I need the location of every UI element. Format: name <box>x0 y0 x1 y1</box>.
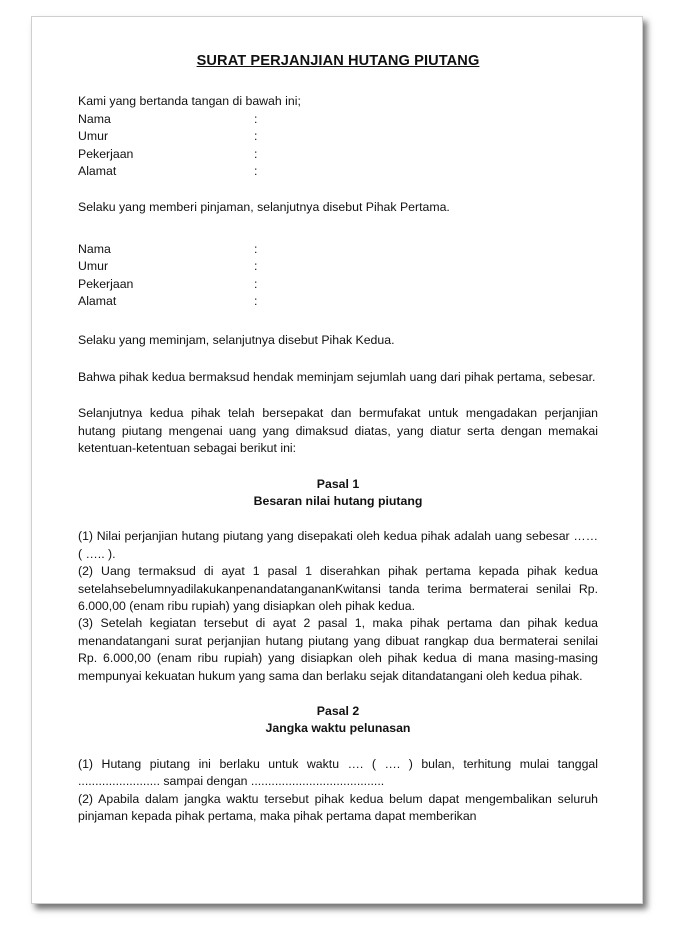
field-label: Alamat <box>78 164 117 179</box>
intent-paragraph: Bahwa pihak kedua bermaksud hendak meminjam sejumlah uang dari pihak pertama, sebesar. <box>78 369 596 384</box>
field-label: Nama <box>78 241 111 256</box>
field-label: Alamat <box>78 294 117 309</box>
field-sep: : <box>254 111 258 126</box>
pasal2-subheading: Jangka waktu pelunasan <box>265 721 411 736</box>
party2-field-umur <box>78 258 598 275</box>
intro-text: Kami yang bertanda tangan di bawah ini; <box>78 94 301 109</box>
party2-field-nama <box>78 241 598 258</box>
field-label: Umur <box>78 259 109 274</box>
pasal2-item-2: (2) Apabila dalam jangka waktu tersebut pihak kedua belum dapat mengembalikan seluruh pinjaman kepada pihak pertama, maka pihak pertama dapat memberikan <box>78 791 598 823</box>
pasal1-heading: Pasal 1 <box>316 476 360 491</box>
field-label: Umur <box>78 129 109 144</box>
field-label: Pekerjaan <box>78 276 134 291</box>
pasal1-item-1: (1) Nilai perjanjian hutang piutang yang disepakati oleh kedua pihak adalah uang sebesar …… ( ….. ). <box>78 529 598 561</box>
party1-field-pekerjaan <box>78 146 598 163</box>
field-sep: : <box>254 164 258 179</box>
pasal1-item-2: (2) Uang termaksud di ayat 1 pasal 1 diserahkan pihak pertama kepada pihak kedua setelahsebelumnyadilakukanpenandatangananKwitansi tanda terima bermaterai senilai Rp. 6.000,00 (enam ribu rupiah) yang disiapkan oleh pihak kedua. <box>78 564 598 613</box>
agreement-paragraph: Selanjutnya kedua pihak telah bersepakat dan bermufakat untuk mengadakan perjanjian hutang piutang mengenai uang yang dimaksud diatas, yang diatur serta dengan memakai ketentuan-ketentuan sebagai berikut ini: <box>78 406 598 456</box>
party1-role: Selaku yang memberi pinjaman, selanjutnya disebut Pihak Pertama. <box>78 200 450 215</box>
field-label: Pekerjaan <box>78 146 134 161</box>
document-title: SURAT PERJANJIAN HUTANG PIUTANG <box>196 53 480 69</box>
field-sep: : <box>254 276 258 291</box>
document-page <box>31 16 643 904</box>
field-sep: : <box>254 259 258 274</box>
party2-field-alamat <box>78 293 598 310</box>
field-label: Nama <box>78 111 111 126</box>
party1-field-nama <box>78 111 598 128</box>
party2-field-pekerjaan <box>78 276 598 293</box>
party1-fields <box>78 111 598 181</box>
document-content <box>78 53 598 825</box>
party2-fields <box>78 241 598 311</box>
field-sep: : <box>254 241 258 256</box>
field-sep: : <box>254 129 258 144</box>
pasal1-subheading: Besaran nilai hutang piutang <box>253 493 423 508</box>
pasal2-item-1: (1) Hutang piutang ini berlaku untuk waktu …. ( …. ) bulan, terhitung mulai tanggal ........................ sampai dengan ....................................... <box>78 756 598 789</box>
field-sep: : <box>254 146 258 161</box>
party2-role: Selaku yang meminjam, selanjutnya disebut Pihak Kedua. <box>78 333 395 348</box>
pasal2-heading: Pasal 2 <box>316 703 360 718</box>
party1-field-alamat <box>78 163 598 180</box>
field-sep: : <box>254 294 258 309</box>
party1-field-umur <box>78 128 598 145</box>
pasal1-item-3: (3) Setelah kegiatan tersebut di ayat 2 pasal 1, maka pihak pertama dan pihak kedua menandatangani surat perjanjian hutang piutang yang dibuat rangkap dua bermaterai senilai Rp. 6.000,00 (enam ribu rupiah) yang disiapkan oleh pihak kedua di mana masing-masing mempunyai kekuatan hukum yang sama dan berlaku sejak ditandatangani oleh kedua pihak. <box>78 616 598 683</box>
